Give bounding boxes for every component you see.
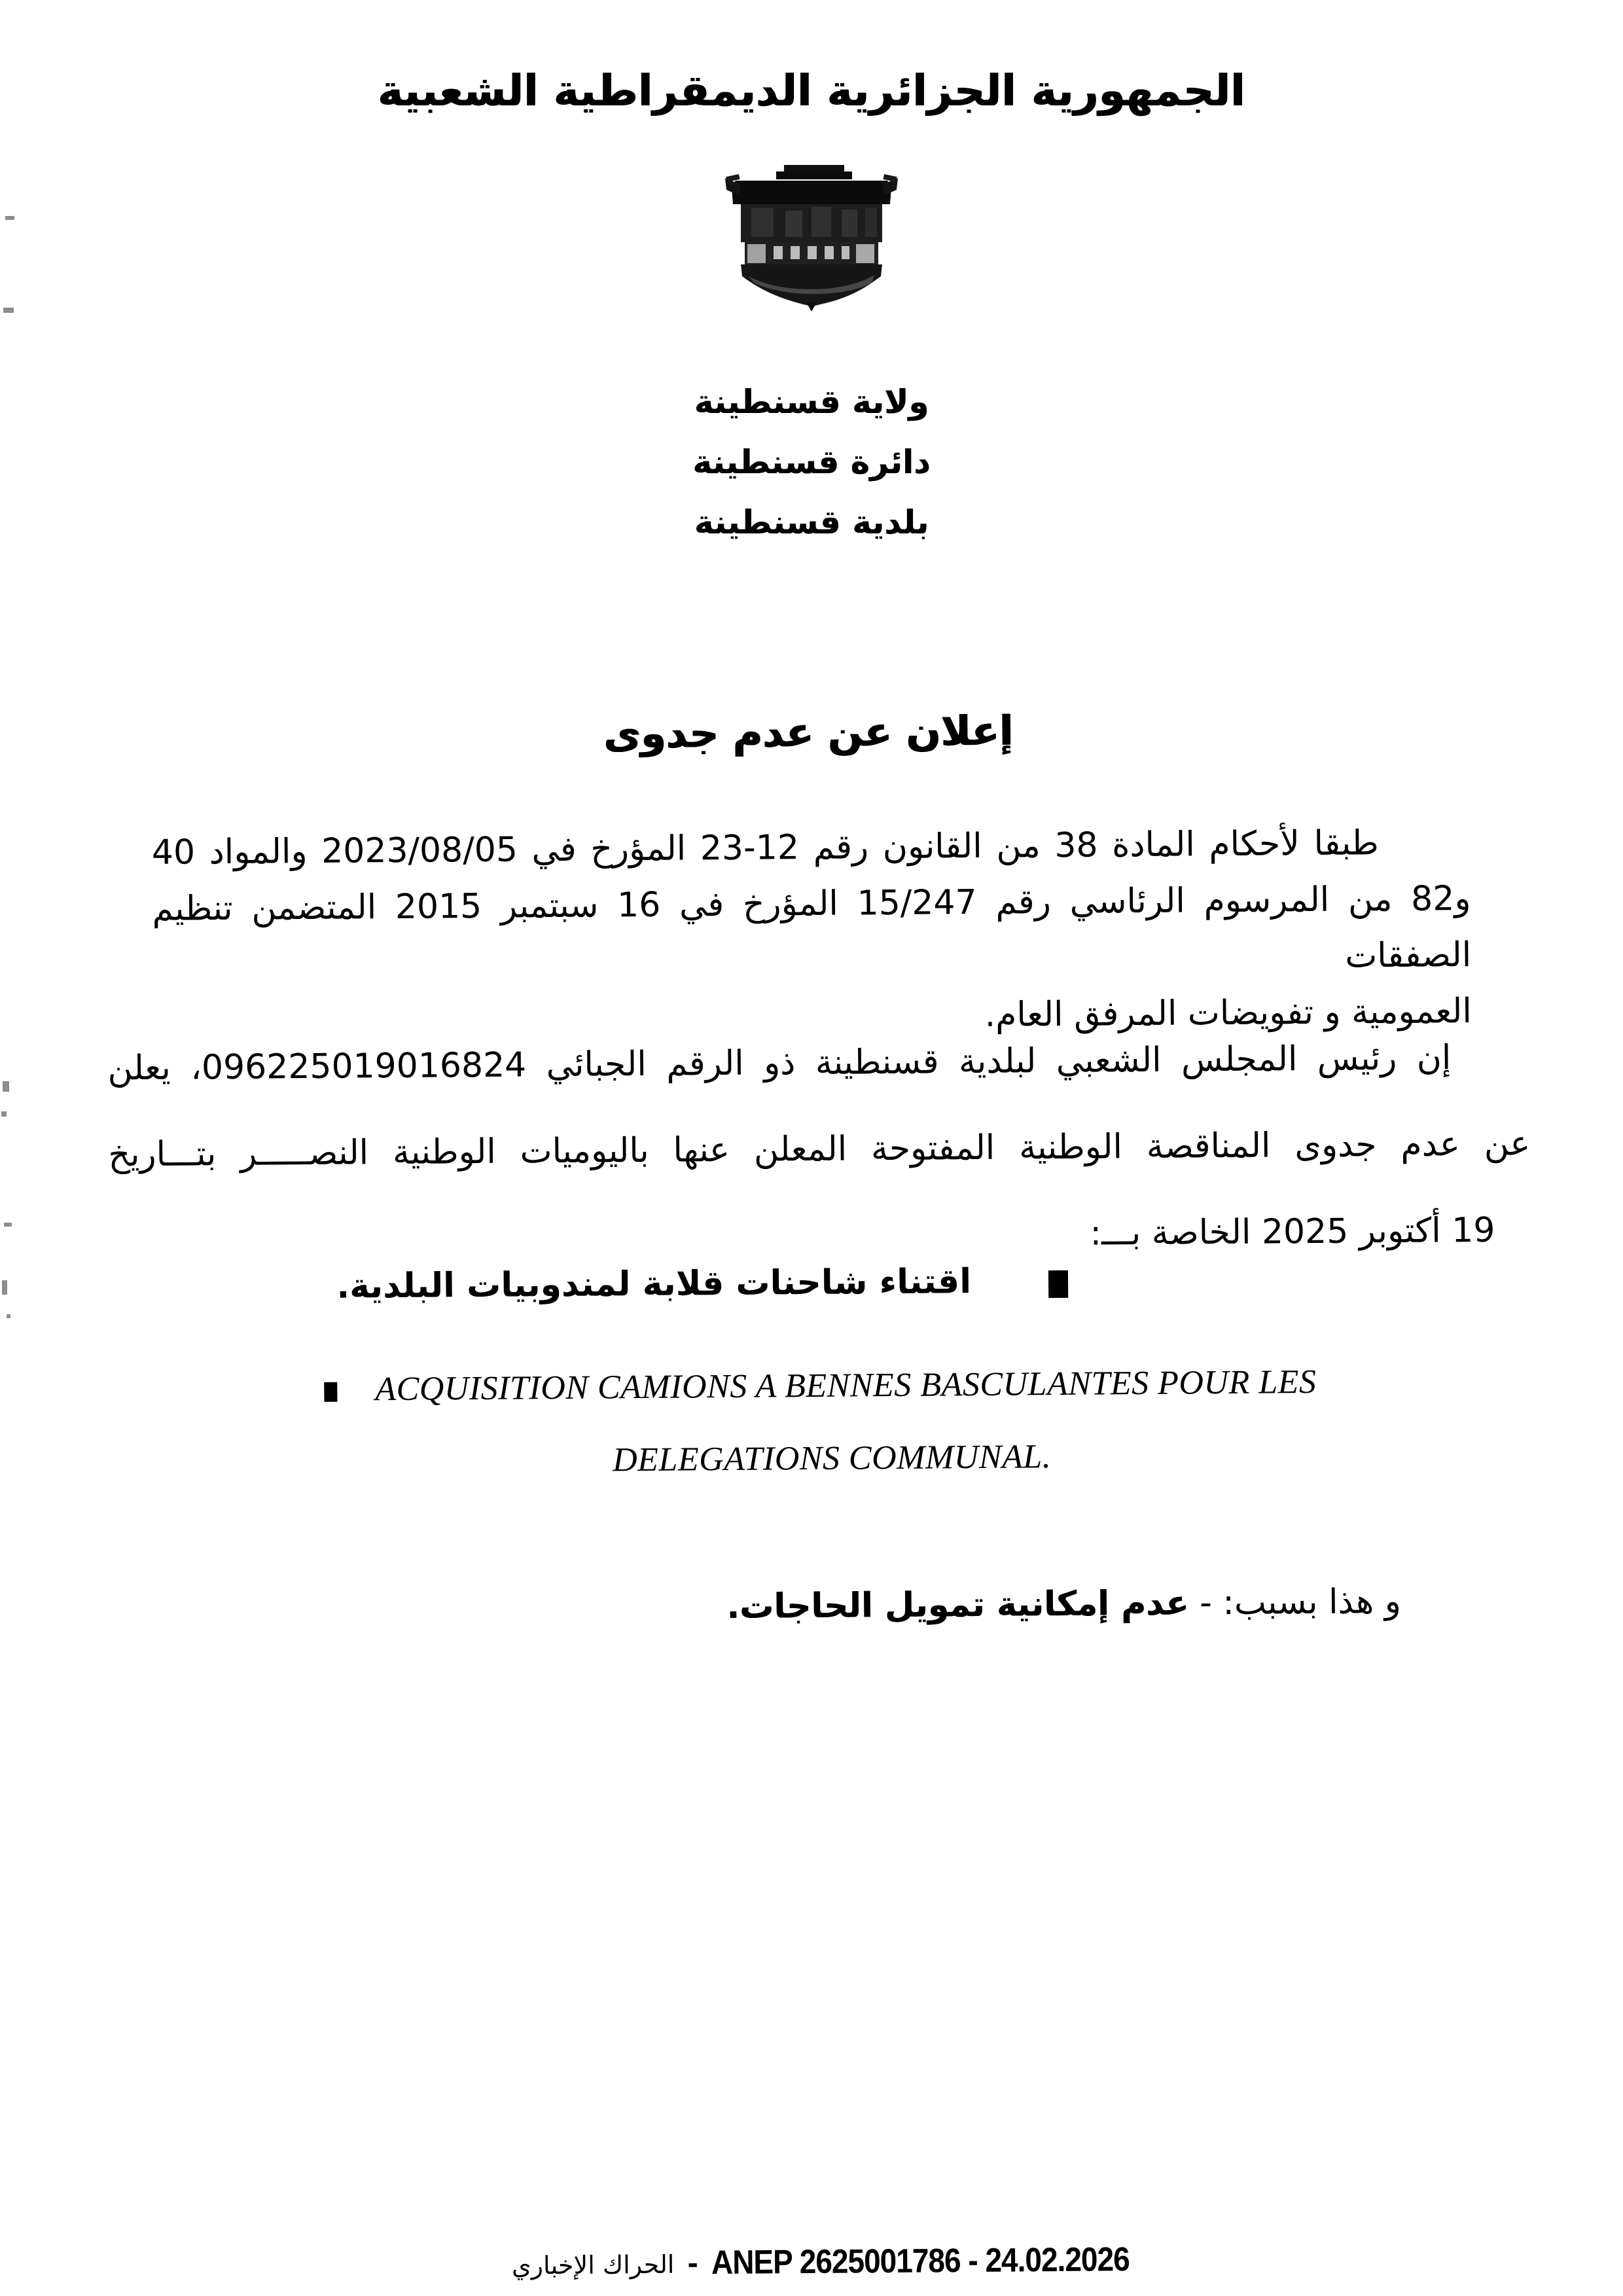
bullet-square-icon xyxy=(324,1382,337,1401)
paragraph-line: عن عدم جدوى المناقصة الوطنية المفتوحة المعلن عنها باليوميات الوطنية النصـــــر بتـــاريخ xyxy=(108,1124,1531,1175)
org-line-wilaya: ولاية قسنطينة xyxy=(694,383,929,421)
paragraph-line: إن رئيس المجلس الشعبي لبلدية قسنطينة ذو الرقم الجبائي 096225019016824، يعلن xyxy=(107,1038,1452,1088)
announcement-paragraph xyxy=(107,1014,1531,1284)
list-item-label: DELEGATIONS COMMUNAL. xyxy=(612,1438,1052,1479)
footer-source: الحراك الإخباري xyxy=(511,2250,675,2280)
list-item-label: اقتناء شاحنات قلابة لمندوبيات البلدية. xyxy=(336,1262,972,1306)
reason-text: عدم إمكانية تمويل الحاجات. xyxy=(726,1583,1189,1627)
republic-title: الجمهورية الجزائرية الديمقراطية الشعبية xyxy=(378,65,1245,116)
reason-prefix: و هذا بسبب: - xyxy=(1188,1581,1402,1623)
footer-anep-reference: ANEP 2625001786 - 24.02.2026 xyxy=(711,2240,1130,2282)
paragraph-line: طبقا لأحكام المادة 38 من القانون رقم 12-23 المؤرخ في 2023/08/05 والمواد 40 xyxy=(151,823,1380,872)
list-item-arabic xyxy=(336,1261,1068,1306)
anep-footer xyxy=(9,2237,1623,2285)
paragraph-line: و82 من المرسوم الرئاسي رقم 15/247 المؤرخ في 16 سبتمبر 2015 المتضمن تنظيم الصفقات xyxy=(152,879,1472,976)
org-line-daira: دائرة قسنطينة xyxy=(692,443,931,481)
cancellation-reason xyxy=(726,1582,1401,1626)
paragraph-line: العمومية و تفويضات المرفق العام. xyxy=(984,992,1472,1035)
bullet-square-icon xyxy=(1048,1270,1068,1298)
paragraph-line: 19 أكتوبر 2025 الخاصة بـــ: xyxy=(1090,1210,1495,1253)
notice-title: إعلان عن عدم جدوى xyxy=(603,706,1014,758)
org-line-baladia: بلدية قسنطينة xyxy=(694,503,929,541)
list-item-french xyxy=(324,1362,1411,1482)
list-item-label: ACQUISITION CAMIONS A BENNES BASCULANTES POUR LES xyxy=(375,1363,1317,1408)
legal-basis-paragraph xyxy=(152,814,1472,1050)
footer-separator: - xyxy=(687,2249,699,2280)
